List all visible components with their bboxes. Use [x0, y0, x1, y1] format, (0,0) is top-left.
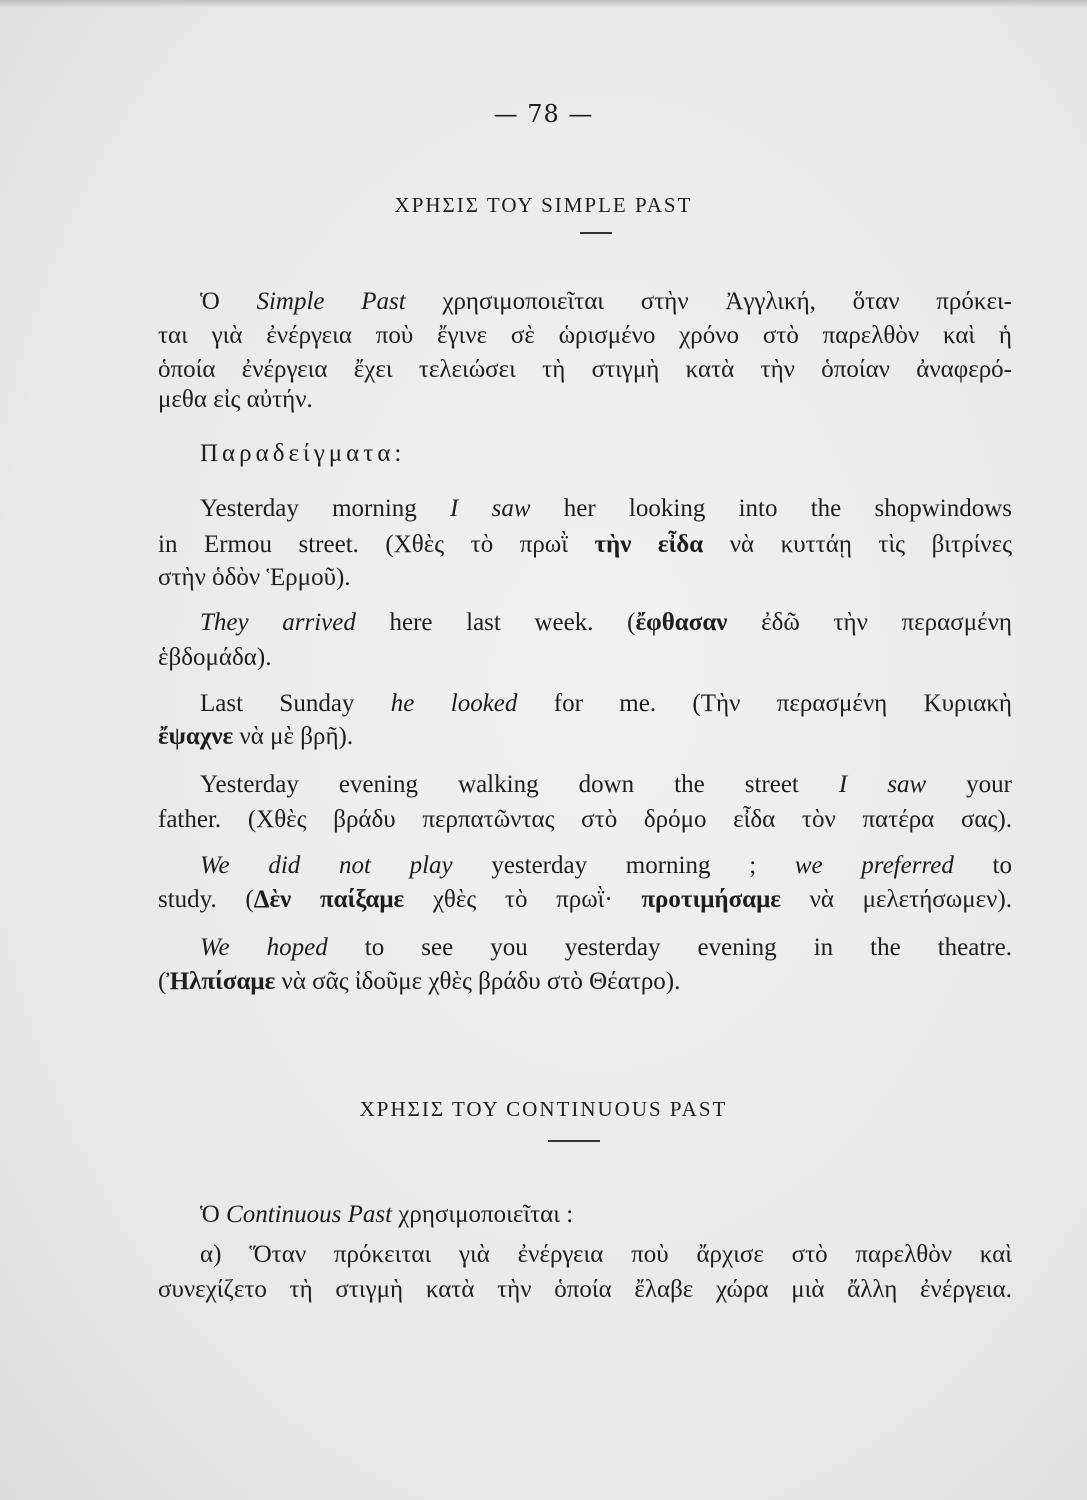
intro-line-4: μεθα εἰς αὐτήν.	[158, 386, 313, 413]
intro-line-1: Ὁ Simple Past χρησιμοποιεῖται στὴν Ἀγγλική, ὅταν πρόκει-	[200, 288, 1012, 315]
example-3-line-2: ἔψαχνε νὰ μὲ βρῆ).	[158, 723, 354, 750]
example-1-line-1: Yesterday morning I saw her looking into the shopwindows	[200, 495, 1013, 522]
continuous-item-a-line-1: α) Ὅταν πρόκειται γιὰ ἐνέργεια ποὺ ἄρχισε στὸ παρελθὸν καὶ	[200, 1241, 1012, 1268]
page-top-edge	[0, 0, 1087, 8]
example-5-line-1: We did not play yesterday morning ; we preferred to	[200, 852, 1012, 879]
intro-line-2: ται γιὰ ἐνέργεια ποὺ ἔγινε σὲ ὡρισμένο χρόνο στὸ παρελθὸν καὶ ἡ	[158, 322, 1012, 349]
example-4-line-2: father. (Χθὲς βράδυ περπατῶντας στὸ δρόμο εἶδα τὸν πατέρα σας).	[158, 806, 1012, 833]
intro-line-3: ὁποία ἐνέργεια ἔχει τελειώσει τὴ στιγμὴ κατὰ τὴν ὁποίαν ἀναφερό-	[158, 356, 1012, 383]
example-4-line-1: Yesterday evening walking down the street I saw your	[200, 771, 1013, 798]
continuous-intro: Ὁ Continuous Past χρησιμοποιεῖται :	[200, 1201, 574, 1228]
example-2-line-1: They arrived here last week. (ἔφθασαν ἐδῶ τὴν περασμένη	[200, 609, 1013, 636]
example-2-line-2: ἑβδομάδα).	[158, 644, 272, 671]
example-6-line-1: We hoped to see you yesterday evening in the theatre.	[200, 934, 1012, 961]
examples-label: Παραδείγματα:	[200, 440, 406, 467]
example-5-line-2: study. (Δὲν παίξαμε χθὲς τὸ πρωῒ· προτιμήσαμε νὰ μελετήσωμεν).	[158, 886, 1012, 913]
heading-underline	[580, 232, 612, 234]
heading-underline	[548, 1140, 600, 1142]
continuous-item-a-line-2: συνεχίζετο τὴ στιγμὴ κατὰ τὴν ὁποία ἔλαβε χώρα μιὰ ἄλλη ἐνέργεια.	[158, 1276, 1012, 1303]
example-3-line-1: Last Sunday he looked for me. (Τὴν περασμένη Κυριακὴ	[200, 690, 1012, 717]
example-1-line-3: στὴν ὁδὸν Ἑρμοῦ).	[158, 564, 351, 591]
example-1-line-2: in Ermou street. (Χθὲς τὸ πρωῒ τὴν εἶδα νὰ κυττάῃ τὶς βιτρίνες	[158, 531, 1012, 558]
page-number: — 78 —	[493, 100, 594, 128]
example-6-line-2: (Ἠλπίσαμε νὰ σᾶς ἰδοῦμε χθὲς βράδυ στὸ Θέατρο).	[158, 968, 681, 995]
section-heading-continuous-past: ΧΡΗΣΙΣ ΤΟΥ CONTINUOUS PAST	[359, 1097, 728, 1121]
section-heading-simple-past: ΧΡΗΣΙΣ ΤΟΥ SIMPLE PAST	[394, 193, 693, 217]
